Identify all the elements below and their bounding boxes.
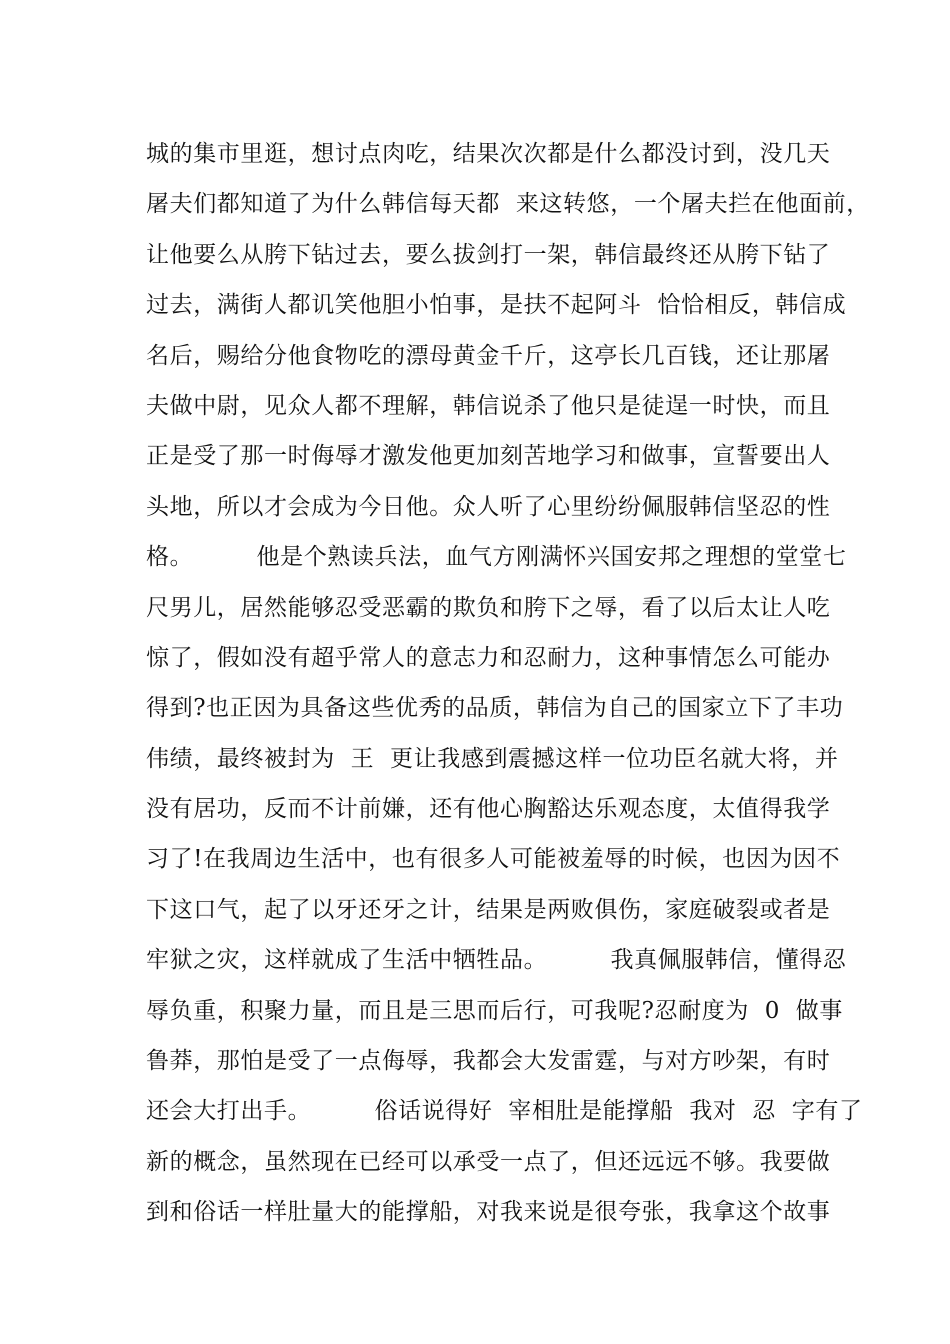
text-line: 下这口气，起了以牙还牙之计，结果是两败俱伤，家庭破裂或者是 <box>146 896 831 923</box>
text-line: 让他要么从胯下钻过去，要么拔剑打一架，韩信最终还从胯下钻了 <box>146 241 831 268</box>
text-line: 还会大打出手。 俗话说得好 宰相肚是能撑船 我对 忍 字有了 <box>146 1098 863 1125</box>
text-line: 到和俗话一样肚量大的能撑船，对我来说是很夸张，我拿这个故事 <box>146 1199 831 1226</box>
text-line: 辱负重，积聚力量，而且是三思而后行，可我呢?忍耐度为 0 做事 <box>146 997 844 1024</box>
text-line: 习了!在我周边生活中，也有很多人可能被羞辱的时候，也因为因不 <box>146 846 841 873</box>
text-line: 格。 他是个熟读兵法，血气方刚满怀兴国安邦之理想的堂堂七 <box>146 544 847 571</box>
text-line: 头地，所以才会成为今日他。众人听了心里纷纷佩服韩信坚忍的性 <box>146 493 831 520</box>
text-line: 城的集市里逛，想讨点肉吃，结果次次都是什么都没讨到，没几天 <box>146 141 831 167</box>
text-line: 牢狱之灾，这样就成了生活中牺牲品。 我真佩服韩信，懂得忍 <box>146 947 847 974</box>
text-line: 夫做中尉，见众人都不理解，韩信说杀了他只是徒逞一时快，而且 <box>146 392 831 419</box>
text-line: 新的概念，虽然现在已经可以承受一点了，但还远远不够。我要做 <box>146 1148 831 1175</box>
text-line: 惊了，假如没有超乎常人的意志力和忍耐力，这种事情怎么可能办 <box>146 644 831 671</box>
text-line: 名后，赐给分他食物吃的漂母黄金千斤，这亭长几百钱，还让那屠 <box>146 342 831 369</box>
body-text <box>146 134 870 1243</box>
text-line: 没有居功，反而不计前嫌，还有他心胸豁达乐观态度，太值得我学 <box>146 796 831 823</box>
text-line: 尺男儿，居然能够忍受恶霸的欺负和胯下之辱，看了以后太让人吃 <box>146 594 831 621</box>
text-line: 鲁莽，那怕是受了一点侮辱，我都会大发雷霆，与对方吵架，有时 <box>146 1048 831 1075</box>
text-line: 正是受了那一时侮辱才激发他更加刻苦地学习和做事，宣誓要出人 <box>146 443 831 470</box>
text-line: 屠夫们都知道了为什么韩信每天都 来这转悠，一个屠夫拦在他面前， <box>146 191 870 218</box>
text-line: 过去，满街人都讥笑他胆小怕事，是扶不起阿斗 恰恰相反，韩信成 <box>146 292 847 319</box>
text-line: 得到?也正因为具备这些优秀的品质，韩信为自己的国家立下了丰功 <box>146 695 844 722</box>
text-line: 伟绩，最终被封为 王 更让我感到震撼这样一位功臣名就大将，并 <box>146 745 839 772</box>
